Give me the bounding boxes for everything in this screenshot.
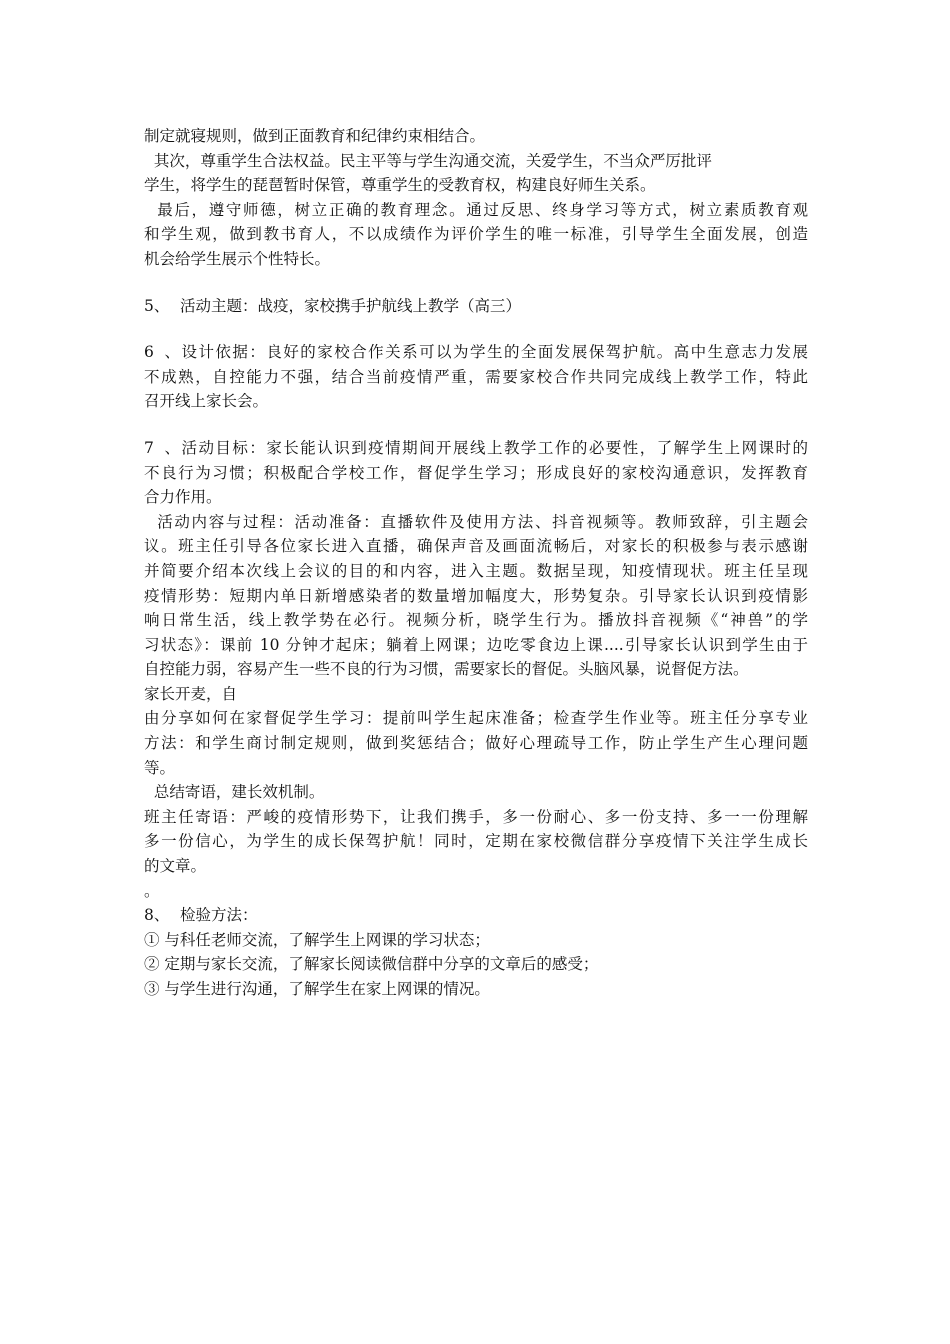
paragraph-line: 不良行为习惯；积极配合学校工作，督促学生学习；形成良好的家校沟通意识，发挥教育 [144,463,808,482]
paragraph-line: 班主任寄语：严峻的疫情形势下，让我们携手，多一份耐心、多一份支持、多一一份理解 [144,807,808,826]
item-7-text: 活动目标：家长能认识到疫情期间开展线上教学工作的必要性，了解学生上网课时的 [180,438,808,457]
item-5 [144,294,808,319]
paragraph-line: 多一份信心，为学生的成长保驾护航！同时，定期在家校微信群分享疫情下关注学生成长 [144,832,808,851]
item-6 [144,340,808,365]
paragraph-line: 总结寄语，建长效机制。 [144,783,325,802]
check-point: ① 与科任老师交流，了解学生上网课的学习状态； [144,930,490,949]
paragraph-line: 的文章。 [144,857,207,876]
check-point: ② 定期与家长交流，了解家长阅读微信群中分享的文章后的感受； [144,955,599,974]
paragraph-line: 自控能力弱，容易产生一些不良的行为习惯，需要家长的督促。头脑风暴，说督促方法。 [144,660,749,679]
paragraph-line: 和学生观，做到教书育人，不以成绩作为评价学生的唯一标准，引导学生全面发展，创造 [144,225,808,244]
item-7 [144,436,808,461]
paragraph-line: 习状态》：课前 10 分钟才起床；躺着上网课；边吃零食边上课....引导家长认识到学生由于 [144,635,808,654]
paragraph-line: 召开线上家长会。 [144,392,269,411]
item-8-number: 8、 [144,906,170,925]
paragraph-line: 活动内容与过程：活动准备：直播软件及使用方法、抖音视频等。教师致辞，引主题会 [144,512,808,531]
paragraph-line: 方法：和学生商讨制定规则，做到奖惩结合；做好心理疏导工作，防止学生产生心理问题 [144,734,808,753]
paragraph-line: 议。班主任引导各位家长进入直播，确保声音及画面流畅后，对家长的积极参与表示感谢 [144,537,808,556]
item-6-text: 设计依据：良好的家校合作关系可以为学生的全面发展保驾护航。高中生意志力发展 [180,343,808,362]
paragraph-line: 制定就寝规则，做到正面教育和纪律约束相结合。 [144,127,486,145]
document-body [144,124,808,1002]
paragraph-line: 响日常生活，线上教学势在必行。视频分析，晓学生行为。播放抖音视频《“神兽”的学 [144,611,808,630]
paragraph-line: 其次，尊重学生合法权益。民主平等与学生沟通交流，关爱学生，不当众严厉批评 [144,151,712,170]
item-5-text: 活动主题：战疫，家校携手护航线上教学（高三） [180,296,522,315]
paragraph-line: 并简要介绍本次线上会议的目的和内容，进入主题。数据呈现，知疫情现状。班主任呈现 [144,561,808,580]
paragraph-line: 。 [144,881,160,900]
item-5-number: 5、 [144,296,170,315]
paragraph-line: 合力作用。 [144,488,222,507]
paragraph-line: 由分享如何在家督促学生学习：提前叫学生起床准备；检查学生作业等。班主任分享专业 [144,709,808,728]
item-6-number: 6、 [144,343,180,362]
paragraph-line: 家长开麦，自 [144,684,238,703]
item-7-number: 7、 [144,438,180,457]
paragraph-line: 不成熟，自控能力不强，结合当前疫情严重，需要家校合作共同完成线上教学工作，特此 [144,367,808,386]
paragraph-line: 最后，遵守师德，树立正确的教育理念。通过反思、终身学习等方式，树立素质教育观 [144,200,808,219]
item-8 [144,903,808,928]
paragraph-line: 疫情形势：短期内单日新增感染者的数量增加幅度大，形势复杂。引导家长认识到疫情影 [144,586,808,605]
item-8-text: 检验方法： [180,906,258,925]
paragraph-line: 机会给学生展示个性特长。 [144,249,331,268]
paragraph-line: 等。 [144,758,176,777]
check-point: ③ 与学生进行沟通，了解学生在家上网课的情况。 [144,980,490,998]
paragraph-line: 学生，将学生的琵琶暂时保管，尊重学生的受教育权，构建良好师生关系。 [144,176,656,195]
